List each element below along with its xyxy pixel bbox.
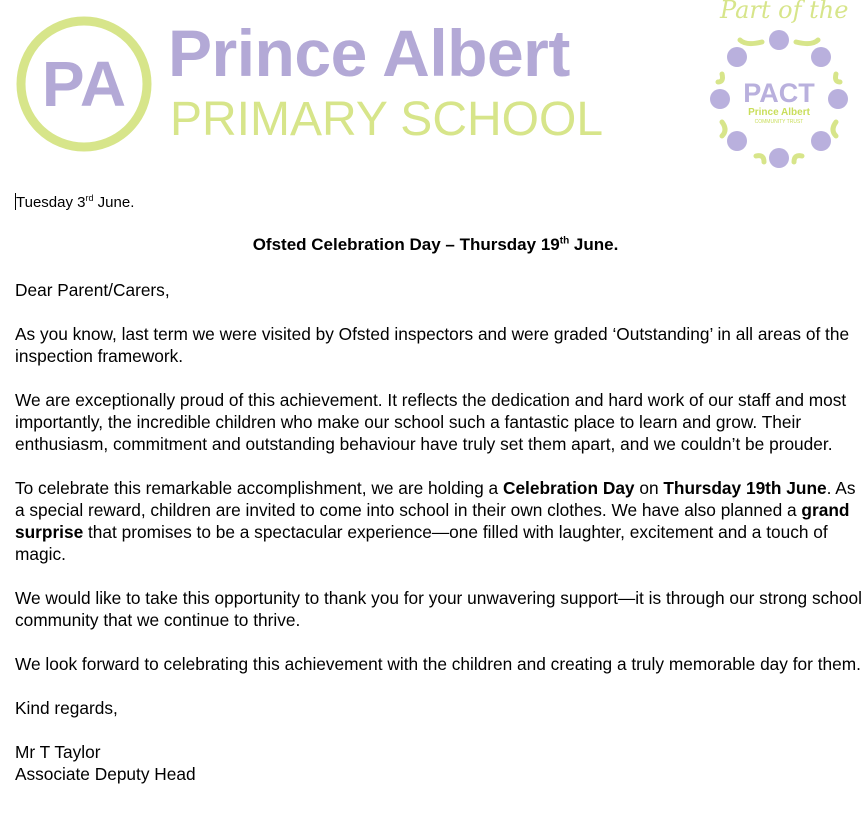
paragraph-ofsted-result: As you know, last term we were visited by Ofsted inspectors and were graded ‘Outstanding’ in all areas of the inspection framework. xyxy=(15,324,850,366)
pact-tagline: Part of the xyxy=(720,0,849,24)
paragraph-thanks: We would like to take this opportunity to thank you for your unwavering support—it is through our strong school community that we continue to thrive. xyxy=(15,588,862,630)
pact-trust-logo xyxy=(706,26,852,172)
paragraph-look-forward: We look forward to celebrating this achievement with the children and creating a truly memorable day for them. xyxy=(15,654,861,674)
pact-name: Prince Albert xyxy=(748,107,810,118)
school-subtitle: PRIMARY SCHOOL xyxy=(170,93,604,146)
pa-circle-logo xyxy=(14,14,154,154)
letter-title: Ofsted Celebration Day – Thursday 19th June. xyxy=(252,235,619,254)
salutation: Dear Parent/Carers, xyxy=(15,280,170,300)
school-name: Prince Albert xyxy=(168,16,570,90)
signer-name: Mr T Taylor xyxy=(15,742,101,762)
paragraph-celebration-day: To celebrate this remarkable accomplishment, we are holding a Celebration Day on Thursday 19th June. As a special reward, children are invited to come into school in their own clothes. We have also planned a grand surprise that promises to be a spectacular experience—one filled with laughter, excitement and a touch of magic. xyxy=(15,478,856,564)
paragraph-pride: We are exceptionally proud of this achievement. It reflects the dedication and hard work of our staff and most importantly, the incredible children who make our school such a fantastic place to learn and grow. Their enthusiasm, commitment and outstanding behaviour have truly set them apart, and we couldn’t be prouder. xyxy=(15,390,847,454)
closing: Kind regards, xyxy=(15,698,118,718)
letter-body xyxy=(15,279,863,785)
logo-initials: PA xyxy=(41,48,127,120)
pact-acronym: PACT xyxy=(743,78,815,108)
pact-subname: COMMUNITY TRUST xyxy=(754,119,804,125)
letter-date: Tuesday 3rd June. xyxy=(16,193,135,211)
signer-title: Associate Deputy Head xyxy=(15,764,196,784)
